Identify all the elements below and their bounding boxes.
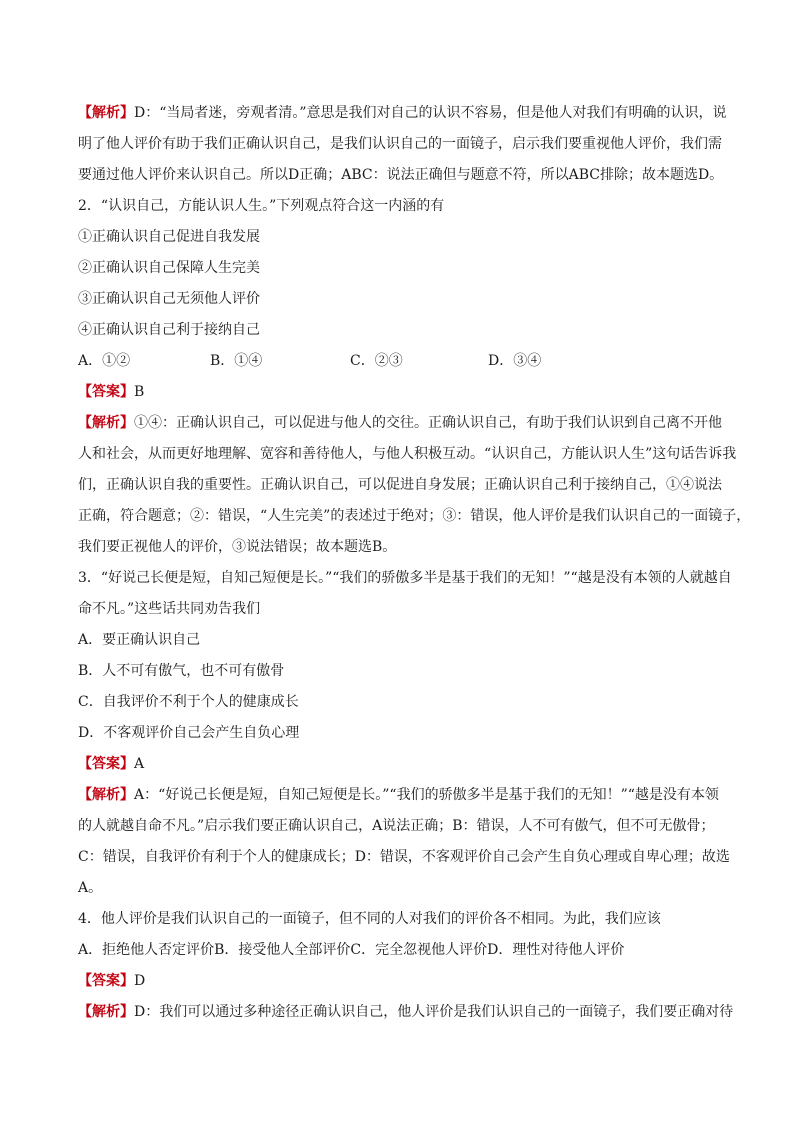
analysis-label: 【解析】 [78,787,134,803]
q2-item-2: ②正确认识自己保障人生完美 [78,260,260,276]
q3-analysis-line-4: A。 [78,880,103,896]
q2-item-1: ①正确认识自己促进自我发展 [78,229,260,245]
q3-analysis-line-3: C：错误，自我评价有利于个人的健康成长；D：错误，不客观评价自己会产生自负心理或自卑心理；故选 [78,849,730,865]
q1-analysis-text-1: D：“当局者迷，旁观者清。”意思是我们对自己的认识不容易，但是他人对我们有明确的认识，说 [134,105,727,121]
q4-answer-line [78,971,728,991]
q1-analysis-line-2: 明了他人评价有助于我们正确认识自己，是我们认识自己的一面镜子，启示我们要重视他人评价，我们需 [78,136,722,152]
q2-analysis-line-3: 们，正确认识自我的重要性。正确认识自己，可以促进自身发展；正确认识自己利于接纳自己，①④说法 [78,477,722,493]
q2-answer: B [134,384,145,400]
q3-option-a: A．要正确认识自己 [78,632,201,648]
answer-label: 【答案】 [78,756,134,772]
q2-option-d: D．③④ [488,353,542,369]
q4-answer: D [134,973,146,989]
analysis-label: 【解析】 [78,415,134,431]
answer-label: 【答案】 [78,973,134,989]
q3-analysis-line-2: 的人就越自命不凡。”启示我们要正确认识自己，A说法正确；B：错误，人不可有傲气，但不可无傲骨； [78,818,715,834]
q4-analysis-text-1: D：我们可以通过多种途径正确认识自己，他人评价是我们认识自己的一面镜子，我们要正确对待 [134,1004,734,1020]
q4-options: A．拒绝他人否定评价B．接受他人全部评价C．完全忽视他人评价D．理性对待他人评价 [78,942,625,958]
answer-label: 【答案】 [78,384,134,400]
q3-stem-line-2: 命不凡。”这些话共同劝告我们 [78,601,261,617]
q2-analysis-line-5: 我们要正视他人的评价，③说法错误；故本题选B。 [78,539,397,555]
q2-analysis-line-2: 人和社会，从而更好地理解、宽容和善待他人，与他人积极互动。“认识自己，方能认识人生”这句话告诉我 [78,446,737,462]
q1-analysis-line-1 [78,103,728,123]
q2-item-3: ③正确认识自己无须他人评价 [78,291,260,307]
q3-option-b: B．人不可有傲气，也不可有傲骨 [78,663,285,679]
q2-analysis-line-4: 正确，符合题意；②：错误，“人生完美”的表述过于绝对；③：错误，他人评价是我们认识自己的一面镜子， [78,508,751,524]
q2-option-c: C．②③ [350,353,403,369]
q3-analysis-line-1 [78,785,728,805]
q3-analysis-text-1: A：“好说己长便是短，自知己短便是长。”“我们的骄傲多半是基于我们的无知！”“越是没有本领 [134,787,719,803]
q2-answer-line [78,382,728,402]
q2-stem: 2．“认识自己，方能认识人生。”下列观点符合这一内涵的有 [78,198,445,214]
q2-option-a: A．①② [78,353,131,369]
q2-item-4: ④正确认识自己利于接纳自己 [78,322,260,338]
analysis-label: 【解析】 [78,1004,134,1020]
q3-option-c: C．自我评价不利于个人的健康成长 [78,694,299,710]
analysis-label: 【解析】 [78,105,134,121]
q3-stem-line-1: 3．“好说己长便是短，自知己短便是长。”“我们的骄傲多半是基于我们的无知！”“越是没有本领的人就越自 [78,570,732,586]
q4-analysis-line-1 [78,1002,734,1022]
q2-option-b: B．①④ [210,353,263,369]
q2-analysis-text-1: ①④：正确认识自己，可以促进与他人的交往。正确认识自己，有助于我们认识到自己离不开他 [134,415,722,431]
q2-analysis-line-1 [78,413,728,433]
q3-answer: A [134,756,145,772]
q1-analysis-line-3: 要通过他人评价来认识自己。所以D正确；ABC：说法正确但与题意不符，所以ABC排除；故本题选D。 [78,167,724,183]
q3-answer-line [78,754,728,774]
q3-option-d: D．不客观评价自己会产生自负心理 [78,725,300,741]
q4-stem: 4．他人评价是我们认识自己的一面镜子，但不同的人对我们的评价各不相同。为此，我们应该 [78,911,661,927]
